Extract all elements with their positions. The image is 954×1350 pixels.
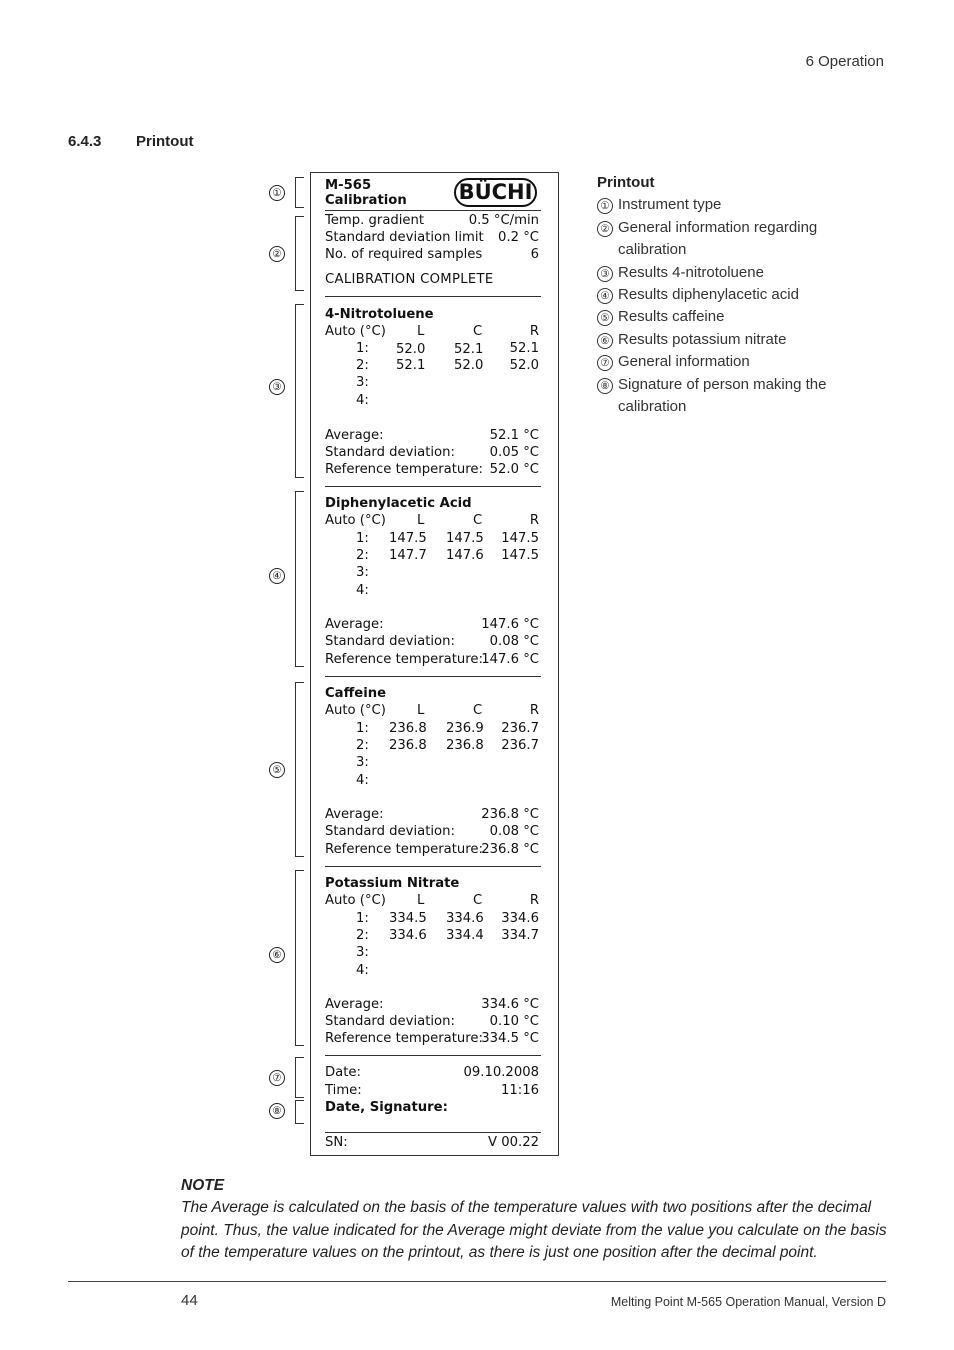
callout-marker: ① xyxy=(269,185,285,201)
ref-temp-value: 236.8 °C xyxy=(481,842,539,857)
legend-item xyxy=(597,329,867,351)
callout-marker: ⑤ xyxy=(269,762,285,778)
row-num: 2: xyxy=(356,738,369,753)
callout-marker: ⑧ xyxy=(269,1103,285,1119)
row-num: 1: xyxy=(356,531,369,546)
legend-marker: ⑦ xyxy=(597,355,613,371)
callout-bracket xyxy=(295,216,304,291)
value-l: 236.8 xyxy=(389,738,427,753)
value-r: 52.1 xyxy=(509,341,539,356)
col-c: C xyxy=(473,703,483,718)
value-r: 52.0 xyxy=(509,358,539,373)
note-title: NOTE xyxy=(181,1177,225,1194)
value-l: 334.5 xyxy=(389,911,427,926)
std-dev-value: 0.08 °C xyxy=(489,824,539,839)
divider xyxy=(325,866,541,867)
divider xyxy=(325,210,541,211)
average-label: Average: xyxy=(325,428,384,443)
std-dev-label: Standard deviation: xyxy=(325,445,455,460)
value-r: 334.7 xyxy=(501,928,539,943)
callout-marker: ⑦ xyxy=(269,1070,285,1086)
callout-marker: ③ xyxy=(269,379,285,395)
ref-temp-value: 147.6 °C xyxy=(481,652,539,667)
legend-item xyxy=(597,194,867,216)
callout-bracket xyxy=(295,177,304,208)
callout-bracket xyxy=(295,870,304,1046)
signature-line: Date, Signature: xyxy=(325,1100,448,1115)
average-value: 334.6 °C xyxy=(481,997,539,1012)
note-text: The Average is calculated on the basis of the temperature values with two positions after the decimal point. Thus, the value indicated for the Average might deviate from the value you calculate on the basis of the temperature values on the printout, as there is just one position after the decimal point. xyxy=(181,1199,887,1262)
std-dev-value: 0.10 °C xyxy=(489,1014,539,1029)
legend-item xyxy=(597,262,867,284)
std-limit-value: 0.2 °C xyxy=(498,230,539,245)
callout-marker: ② xyxy=(269,246,285,262)
row-num: 2: xyxy=(356,548,369,563)
value-c: 52.0 xyxy=(454,358,484,373)
row-num: 2: xyxy=(356,928,369,943)
calibration-title: Calibration xyxy=(325,193,407,208)
col-r: R xyxy=(529,893,539,908)
gradient-value: 0.5 °C/min xyxy=(468,213,539,228)
value-l: 236.8 xyxy=(389,721,427,736)
calibration-status: CALIBRATION COMPLETE xyxy=(325,272,494,287)
legend-marker: ① xyxy=(597,198,613,214)
samples-value: 6 xyxy=(530,247,539,262)
legend-marker: ④ xyxy=(597,288,613,304)
std-dev-label: Standard deviation: xyxy=(325,824,455,839)
average-label: Average: xyxy=(325,617,384,632)
std-dev-label: Standard deviation: xyxy=(325,1014,455,1029)
legend-text: General information xyxy=(618,353,750,371)
legend-marker: ③ xyxy=(597,266,613,282)
average-value: 52.1 °C xyxy=(489,428,539,443)
row-num: 3: xyxy=(356,565,369,580)
std-dev-value: 0.05 °C xyxy=(489,445,539,460)
callout-marker: ⑥ xyxy=(269,947,285,963)
buchi-logo: BÜCHI xyxy=(454,178,537,207)
legend-text: Results potassium nitrate xyxy=(618,330,787,348)
col-l: L xyxy=(417,513,425,528)
legend-marker: ⑤ xyxy=(597,310,613,326)
sn-label: SN: xyxy=(325,1135,348,1150)
divider xyxy=(325,296,541,297)
row-num: 4: xyxy=(356,773,369,788)
callout-marker: ④ xyxy=(269,568,285,584)
row-num: 4: xyxy=(356,963,369,978)
divider xyxy=(325,1055,541,1056)
divider xyxy=(325,486,541,487)
row-num: 4: xyxy=(356,393,369,408)
page-number: 44 xyxy=(181,1292,198,1309)
footer-divider xyxy=(68,1281,886,1282)
average-value: 147.6 °C xyxy=(481,617,539,632)
legend-marker: ⑧ xyxy=(597,378,613,394)
value-c: 52.1 xyxy=(454,342,484,357)
legend-title: Printout xyxy=(597,174,655,191)
col-l: L xyxy=(417,324,425,339)
callout-bracket xyxy=(295,304,304,478)
average-value: 236.8 °C xyxy=(481,807,539,822)
ref-temp-label: Reference temperature: xyxy=(325,842,483,857)
value-r: 236.7 xyxy=(501,738,539,753)
legend-item xyxy=(597,217,867,262)
value-c: 236.8 xyxy=(446,738,484,753)
average-label: Average: xyxy=(325,997,384,1012)
average-label: Average: xyxy=(325,807,384,822)
callout-bracket xyxy=(295,1100,304,1124)
std-dev-value: 0.08 °C xyxy=(489,634,539,649)
samples-label: No. of required samples xyxy=(325,247,483,262)
sample-name: Caffeine xyxy=(325,686,387,701)
chapter-header: 6 Operation xyxy=(805,53,884,70)
value-c: 147.5 xyxy=(446,531,484,546)
value-r: 334.6 xyxy=(501,911,539,926)
col-c: C xyxy=(473,324,483,339)
date-value: 09.10.2008 xyxy=(463,1065,539,1080)
time-label: Time: xyxy=(325,1083,362,1098)
col-r: R xyxy=(529,513,539,528)
ref-temp-value: 334.5 °C xyxy=(481,1031,539,1046)
sample-name: 4-Nitrotoluene xyxy=(325,307,434,322)
sample-name: Potassium Nitrate xyxy=(325,876,460,891)
value-l: 147.7 xyxy=(389,548,427,563)
gradient-label: Temp. gradient xyxy=(325,213,425,228)
section-title: Printout xyxy=(136,133,194,150)
value-c: 147.6 xyxy=(446,548,484,563)
col-l: L xyxy=(417,893,425,908)
printout-legend xyxy=(597,172,867,418)
callout-bracket xyxy=(295,682,304,857)
section-heading xyxy=(68,133,194,150)
row-num: 3: xyxy=(356,375,369,390)
col-l: L xyxy=(417,703,425,718)
ref-temp-value: 52.0 °C xyxy=(489,462,539,477)
legend-item xyxy=(597,306,867,328)
value-c: 334.4 xyxy=(446,928,484,943)
row-num: 3: xyxy=(356,945,369,960)
ref-temp-label: Reference temperature: xyxy=(325,1031,483,1046)
note-block xyxy=(181,1175,891,1265)
callout-bracket xyxy=(295,491,304,667)
sn-value: V 00.22 xyxy=(488,1135,539,1150)
ref-temp-label: Reference temperature: xyxy=(325,462,483,477)
sample-mode: Auto (°C) xyxy=(325,893,386,908)
row-num: 4: xyxy=(356,583,369,598)
value-l: 52.1 xyxy=(396,358,426,373)
value-c: 334.6 xyxy=(446,911,484,926)
divider xyxy=(325,1132,541,1133)
value-l: 334.6 xyxy=(389,928,427,943)
manual-title: Melting Point M-565 Operation Manual, Version D xyxy=(610,1295,886,1309)
value-r: 147.5 xyxy=(501,548,539,563)
legend-text: Signature of person making the calibration xyxy=(618,375,827,416)
sample-mode: Auto (°C) xyxy=(325,513,386,528)
legend-item xyxy=(597,351,867,373)
divider xyxy=(325,676,541,677)
value-c: 236.9 xyxy=(446,721,484,736)
section-number: 6.4.3 xyxy=(68,133,102,150)
value-l: 52.0 xyxy=(396,342,426,357)
col-r: R xyxy=(529,703,539,718)
date-label: Date: xyxy=(325,1065,361,1080)
callout-bracket xyxy=(295,1057,304,1098)
sample-mode: Auto (°C) xyxy=(325,324,386,339)
value-l: 147.5 xyxy=(389,531,427,546)
value-r: 147.5 xyxy=(501,531,539,546)
sample-mode: Auto (°C) xyxy=(325,703,386,718)
std-limit-label: Standard deviation limit xyxy=(325,230,484,245)
row-num: 1: xyxy=(356,911,369,926)
col-c: C xyxy=(473,513,483,528)
std-dev-label: Standard deviation: xyxy=(325,634,455,649)
printout-receipt xyxy=(310,172,559,1156)
legend-marker: ② xyxy=(597,221,613,237)
time-value: 11:16 xyxy=(500,1083,539,1098)
sample-name: Diphenylacetic Acid xyxy=(325,496,472,511)
legend-item xyxy=(597,284,867,306)
instrument-type: M-565 xyxy=(325,178,372,193)
row-num: 1: xyxy=(356,341,369,356)
legend-text: Instrument type xyxy=(618,196,722,214)
legend-marker: ⑥ xyxy=(597,333,613,349)
value-r: 236.7 xyxy=(501,721,539,736)
ref-temp-label: Reference temperature: xyxy=(325,652,483,667)
legend-item xyxy=(597,374,867,419)
col-r: R xyxy=(529,324,539,339)
row-num: 2: xyxy=(356,358,369,373)
legend-text: Results caffeine xyxy=(618,308,725,326)
col-c: C xyxy=(473,893,483,908)
row-num: 3: xyxy=(356,755,369,770)
row-num: 1: xyxy=(356,721,369,736)
legend-text: General information regarding calibration xyxy=(618,218,818,259)
legend-text: Results 4-nitrotoluene xyxy=(618,263,764,281)
legend-text: Results diphenylacetic acid xyxy=(618,286,799,304)
